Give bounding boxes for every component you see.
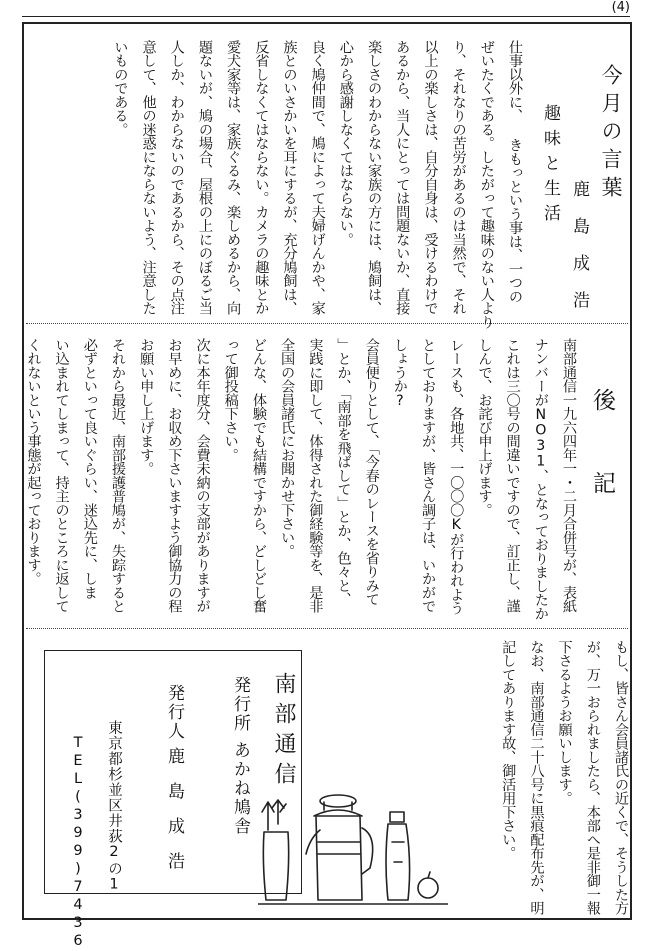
header-rule (22, 16, 630, 17)
afterword-line: 実践に即して、体得された御経験等を、是非 (307, 338, 324, 613)
afterword-line: って御投稿下さい。 (222, 338, 239, 462)
essay-body (111, 40, 524, 329)
author-name: 鹿島成浩 (569, 180, 589, 328)
essay-line: いものである。 (112, 40, 129, 137)
section-divider (26, 628, 628, 629)
afterword-line: お早めに、お収め下さいますよう御協力の程 (166, 338, 183, 613)
afterword-line: としておりますが、皆さん調子は、いかがで (420, 338, 437, 613)
essay-line: 仕事以外に、 きもっという事は、一つの (507, 40, 523, 304)
afterword-body (24, 338, 578, 620)
afterword-line: ナンバーがNO31、となっておりましたか (532, 338, 549, 621)
afterword-line: 南部通信一九六四年一・二月合併号が、表紙 (561, 338, 577, 613)
publisher-block (228, 676, 253, 836)
publisher-tel: TEL(399)7436 (70, 735, 86, 951)
afterword-line: 必ずといって良いぐらい、迷込先に、しま (81, 338, 98, 600)
afterword-line: い込まれてしまって、持主のところに返して (53, 338, 70, 613)
afterword-line: しんで、お詫び申上げます。 (476, 338, 493, 517)
afterword-line: 会員便りとして、「今春のレースを省りみて (363, 338, 380, 606)
afterword-line: 下さるようお願いします。 (556, 640, 573, 805)
afterword-line: もし、皆さん会員諸氏の近くで、そうした方 (613, 640, 629, 915)
afterword-line: 」とか、「南部を飛ばして」とか、色々と、 (335, 338, 352, 606)
essay-line: 良く鳩仲間で、鳩によって夫婦げんかや、家 (309, 40, 326, 315)
afterword-line: 次に本年度分、会費未納の支部がありますが (194, 338, 211, 613)
section-divider (26, 323, 628, 324)
publisher-label: 発行所 (230, 676, 250, 733)
publisher-address: 東京都杉並区井荻2の1 (106, 720, 122, 894)
afterword-line: お願い申し上げます。 (138, 338, 155, 476)
afterword-continuation (499, 640, 630, 915)
afterword-line: しょうか? (391, 338, 408, 409)
essay-line: ぜいたくである。したがって趣味のない人より (478, 40, 495, 329)
afterword-line: 全国の会員諸氏にお聞かせ下さい。 (279, 338, 296, 558)
section-title-kouki: 後記 (589, 388, 615, 554)
editor-block (162, 684, 187, 887)
afterword-line: これは三〇号の間違いですので、訂正し、謹 (504, 338, 521, 613)
essay-line: り、それなりの苦労があるのは当然で、それ (450, 40, 467, 315)
essay-line: 反省しなくてはならない。カメラの趣味とか (253, 40, 270, 315)
publisher-name: あかね鳩舎 (230, 741, 250, 836)
page-number: (4) (611, 0, 630, 15)
essay-line: 意して、他の迷惑にならないよう、注意した (140, 40, 157, 315)
essay-line: 族とのいさかいを耳にするが、充分鳩飼は、 (281, 40, 298, 315)
essay-line: 以上の楽しさは、自分自身は、受けるわけで (422, 40, 439, 315)
afterword-line: それから最近、南部援護普鳩が、失踪すると (110, 338, 126, 613)
essay-line: 人しか、わからないのであるから、その点注 (168, 40, 185, 315)
afterword-line: 記してあります故、御活用下さい。 (500, 640, 517, 860)
essay-subtitle: 趣味と生活 (540, 104, 560, 229)
afterword-line: レースも、各地共、一〇〇〇Kが行われよう (448, 338, 465, 615)
essay-line: 楽しさのわからない家族の方には、鳩飼は、 (366, 40, 383, 315)
afterword-line: なお、南部通信二十八号に黒痕配布先が、明 (528, 640, 545, 915)
essay-line: 愛犬家等は、家族ぐるみ、楽しめるから、向 (225, 40, 242, 315)
colophon-title: 南部通信 (271, 672, 296, 792)
afterword-line: どんな、体験でも結構ですから、どしどし奮 (250, 338, 267, 613)
essay-line: 心から感謝しなくてはならない。 (337, 40, 354, 247)
editor-name: 鹿島成浩 (164, 747, 184, 887)
afterword-line: くれないという事態が起っております。 (25, 338, 42, 586)
editor-label: 発行人 (164, 684, 184, 741)
essay-line: 題ないが、鳩の場合、屋根の上にのぼるご当 (196, 40, 213, 315)
essay-line: あるから、当人にとっては問題ないか、直接 (394, 40, 411, 315)
section-title-kongetsu: 今月の言葉 (599, 64, 623, 204)
afterword-line: が、万一おられましたら、本部へ是非御一報 (584, 640, 601, 915)
